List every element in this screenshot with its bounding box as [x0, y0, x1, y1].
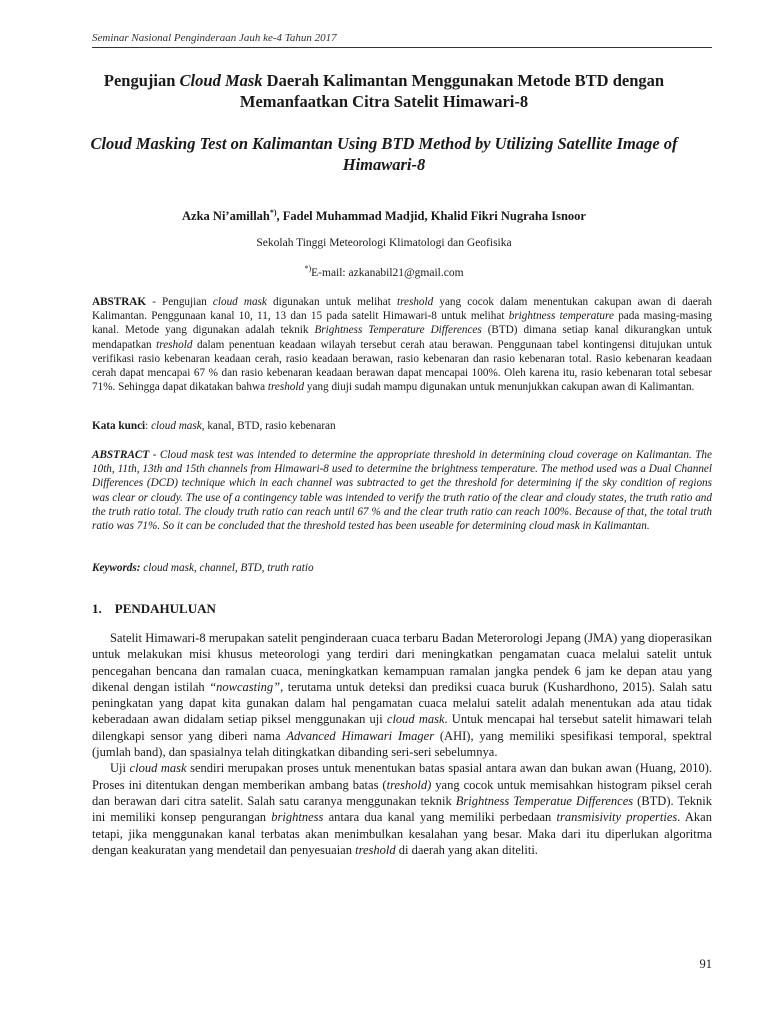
abstrak-text: - Pengujian: [146, 296, 213, 308]
abstrak-text: yang cocok dalam menentukan cakupan awan di daerah Kalimantan. Penggunaan kanal 10, 11, 13 dan 15 pada satelit Himawari-8 untuk melihat: [92, 296, 712, 323]
paragraph-1: [92, 630, 712, 760]
abstrak-text: dalam penentuan keadaan wilayah tersebut cerah atau berawan. Penggunaan tabel kontingensi ditujukan untuk verifikasi rasio kebenaran keadaan cerah, rasio keadaan berawan, rasio kebenaran dan rasio kebenaran total. Rasio kebenaran keadaan cerah dapat mencapai 67 % dan rasio kebenaran keadaan berawan dapat mencapai 100%. Oleh karena itu, rasio kebenaran total sebesar 71%. Sehingga dapat dikatakan bahwa: [92, 338, 712, 394]
title-id-part1: Pengujian: [103, 71, 180, 90]
para-text: (BTD). Teknik ini memiliki konsep pengurangan: [92, 793, 712, 825]
abstrak-text: (BTD) dimana setiap kanal dikurangkan untuk mendapatkan: [92, 324, 712, 351]
para-italic: treshold): [386, 777, 432, 792]
abstrak-italic: Brightness Temperature Differences: [314, 324, 482, 337]
abstrak-text: pada masing-masing kanal. Metode yang digunakan adalah teknik: [92, 310, 712, 337]
para-text: di daerah yang akan diteliti.: [395, 842, 538, 857]
paper-title-indonesian: [80, 70, 688, 112]
para-text: Uji: [110, 761, 130, 776]
para-text: Satelit Himawari-8 merupakan satelit penginderaan cuaca terbaru Badan Meterorologi Jepang (JMA) yang dioperasikan untuk melakukan misi khusus meteorologi yang terdiri dari meningkatkan pengamatan cuaca melalui satelit untuk pencegahan bencana dan ramalan cuaca, meningkatkan kemampuan ramalan jangka pendek 6 jam ke depan atau yang dikenal dengan istilah: [92, 631, 712, 694]
email-text: E-mail: azkanabil21@gmail.com: [311, 266, 464, 279]
author-list: [80, 208, 688, 224]
paragraph-2: [92, 760, 712, 858]
page-number: 91: [699, 957, 712, 971]
para-text: (AHI), yang memiliki spesifikasi temporal, spektral (jumlah band), dan spasialnya telah ditingkatkan dibanding seri-seri sebelumnya.: [92, 728, 712, 760]
title-id-part3: Daerah Kalimantan Menggunakan Metode BTD dengan Memanfaatkan Citra Satelit Himawari-8: [239, 71, 665, 111]
para-italic: Advanced Himawari Imager: [286, 728, 435, 743]
keywords-text: cloud mask, channel, BTD, truth ratio: [140, 562, 314, 574]
abstract-text: - Cloud mask test was intended to determine the appropriate threshold in determining cloud coverage on Kalimantan. The 10th, 11th, 13th and 15th channels from Himawari-8 used to determine the brightness temperature. The method used was a Dual Channel Differences (DCD) technique which in each channel was subtracted to get the threshold for determining if the sky condition of regions was clear or cloudy. The use of a contingency table was intended to verify the truth ratio of the clear and cloudy states, the truth ratio and the truth ratio total. The cloudy truth ratio can reach until 67 % and the clear truth ratio can reach 100%. Because of that, the total truth ratio was 71%. So it can be concluded that the threshold tested has been useable for determining cloud mask in Kalimantan.: [92, 449, 712, 533]
kata-kunci-label: Kata kunci: [92, 420, 146, 432]
abstrak-italic: cloud mask: [212, 296, 267, 308]
kata-kunci: [92, 420, 712, 432]
para-italic: cloud mask: [386, 712, 445, 727]
para-text: . Akan tetapi, jika menggunakan kanal terbatas akan menimbulkan kesalahan yang besar. Maka dari itu diperlukan algoritma dengan keakuratan yang mendetail dan penyesuaian: [92, 810, 712, 857]
email-mark: *): [304, 264, 312, 273]
keywords: [92, 562, 712, 574]
running-header: Seminar Nasional Penginderaan Jauh ke-4 Tahun 2017: [92, 32, 712, 48]
abstrak-label: ABSTRAK: [92, 296, 147, 308]
author-mark: *): [269, 208, 277, 217]
para-italic: transmisivity properties: [556, 810, 678, 825]
keywords-label: Keywords:: [92, 562, 141, 574]
kata-kunci-rest: , kanal, BTD, rasio kebenaran: [201, 420, 336, 432]
para-text: . Untuk mencapai hal tersebut satelit himawari telah dilengkapi sensor yang diberi nama: [92, 712, 712, 743]
abstract-indonesian: [92, 295, 712, 394]
para-italic: cloud mask: [129, 761, 187, 776]
author-first: Azka Ni’amillah: [182, 209, 270, 224]
title-id-part2: Cloud Mask: [179, 71, 263, 90]
abstrak-text: digunakan untuk melihat: [266, 296, 397, 308]
email-line: [80, 264, 688, 279]
paper-title-english: Cloud Masking Test on Kalimantan Using BTD Method by Utilizing Satellite Image of Himawari-8: [90, 134, 678, 174]
section-number: 1.: [92, 601, 102, 616]
kata-kunci-sep: :: [145, 420, 152, 432]
author-rest: , Fadel Muhammad Madjid, Khalid Fikri Nugraha Isnoor: [276, 209, 586, 224]
abstrak-italic: brightness temperature: [508, 310, 614, 323]
para-italic: treshold: [355, 842, 396, 857]
abstrak-italic: treshold: [267, 381, 305, 394]
para-text: antara dua kanal yang memiliki perbedaan: [323, 810, 557, 825]
affiliation: Sekolah Tinggi Meteorologi Klimatologi dan Geofisika: [256, 237, 512, 249]
section-title: PENDAHULUAN: [114, 601, 216, 616]
abstract-english: [92, 448, 712, 533]
section-heading: [92, 601, 712, 617]
para-italic: “nowcasting”: [209, 679, 281, 694]
abstrak-italic: treshold: [396, 296, 434, 308]
para-text: , terutama untuk deteksi dan prediksi cuaca buruk (Kushardhono, 2015). Salah satu peningkatan yang dapat kita gunakan dalam hal pengamatan cuaca melalui satelit adalah menentukan ada atau tidak keberadaan awan didalam setiap piksel menggunakan uji: [92, 679, 712, 727]
para-italic: Brightness Temperatue Differences: [455, 793, 634, 808]
para-italic: brightness: [271, 810, 324, 825]
kata-kunci-italic: cloud mask: [151, 420, 202, 432]
abstract-label: ABSTRACT: [92, 449, 150, 461]
abstrak-text: yang diuji sudah mampu digunakan untuk menunjukkan cakupan awan di Kalimantan.: [304, 381, 695, 394]
abstrak-italic: treshold: [156, 338, 193, 351]
para-text: sendiri merupakan proses untuk menentukan batas spasial antara awan dan bukan awan (Huang, 2010). Proses ini ditentukan dengan memberikan ambang batas (: [92, 761, 712, 792]
body-text: [92, 630, 712, 858]
para-text: yang cocok untuk memisahkan histogram piksel cerah dan berawan dari citra satelit. Salah satu caranya menggunakan teknik: [92, 777, 712, 808]
